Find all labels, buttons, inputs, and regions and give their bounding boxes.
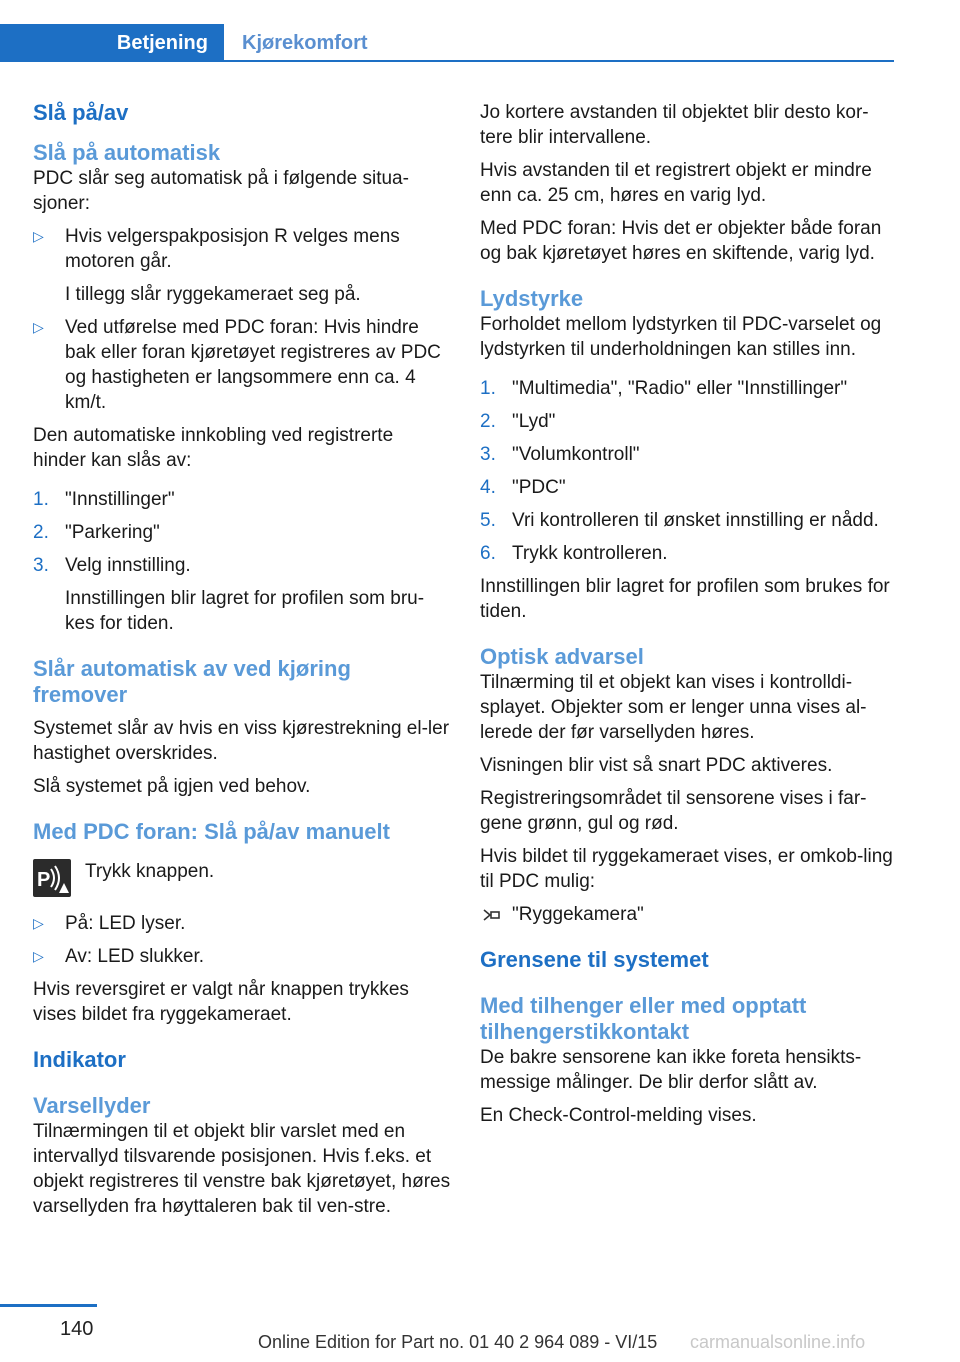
list-item [480,376,898,401]
left-column [33,100,451,1219]
step-number: 2. [33,522,49,543]
paragraph-auto: PDC slår seg automatisk på i følgende situa-sjoner: [33,168,409,214]
pdc-button-icon [33,859,71,897]
list-item [480,409,898,434]
steps-list-volume [480,376,898,566]
heading-slaa-paa-av: Slå på/av [33,100,129,125]
paragraph-lyd: Forholdet mellom lydstyrken til PDC-varselet og lydstyrken til underholdningen kan stilles inn. [480,314,882,360]
list-item-text: Hvis velgerspakposisjon R velges mens motoren går. [65,226,400,272]
heading-tilhenger: Med tilhenger eller med opptatt tilhengerstikkontakt [480,993,807,1044]
svg-text:P: P [37,869,51,891]
step-number: 4. [480,477,496,498]
triangle-bullet-icon: ▷ [33,319,44,335]
camera-label: "Ryggekamera" [512,904,644,925]
step-text: Trykk kontrolleren. [512,543,668,564]
steps-list-deactivate [33,487,451,636]
header-divider [224,60,894,62]
step-text: "PDC" [512,477,566,498]
step-text: "Volumkontroll" [512,444,640,465]
heading-manual: Med PDC foran: Slå på/av manuelt [33,819,390,844]
heading-auto-off: Slår automatisk av ved kjøring fremover [33,656,351,707]
paragraph-opt2: Visningen blir vist så snart PDC aktiveres. [480,755,833,776]
step-number: 3. [33,555,49,576]
watermark: carmanualsonline.info [690,1332,866,1352]
step-text: "Innstillinger" [65,489,175,510]
list-item [33,315,451,415]
paragraph-opt4: Hvis bildet til ryggekameraet vises, er omkob-ling til PDC mulig: [480,846,893,892]
step-number: 3. [480,444,496,465]
tab-betjening[interactable]: Betjening [0,24,224,62]
list-item [480,442,898,467]
step-number: 1. [33,489,49,510]
paragraph-varsel: Tilnærmingen til et objekt blir varslet med en intervallyd tilsvarende posisjonen. Hvis f.eks. et objekt registreres til venstre bak kjøretøyet, høres varsellyden fra høyttaleren bak til ven-stre. [33,1121,451,1217]
press-button-text: Trykk knappen. [85,861,215,882]
heading-indikator: Indikator [33,1047,126,1072]
heading-slaa-paa-automatisk: Slå på automatisk [33,140,221,165]
step-text: "Lyd" [512,411,556,432]
list-item [33,520,451,545]
right-column [480,100,898,1128]
step-number: 6. [480,543,496,564]
step-text: "Multimedia", "Radio" eller "Innstillinger" [512,378,848,399]
paragraph-tilh2: En Check-Control-melding vises. [480,1105,757,1126]
paragraph-tilh1: De bakre sensorene kan ikke foreta hensikts-messige målinger. De blir derfor slått av. [480,1047,862,1093]
paragraph-reverse: Hvis reversgiret er valgt når knappen trykkes vises bildet fra ryggekameraet. [33,979,409,1025]
paragraph-opt3: Registreringsområdet til sensorene vises i far-gene grønn, gul og rød. [480,788,867,834]
step-text: "Parkering" [65,522,160,543]
paragraph-r2: Hvis avstanden til et registrert objekt er mindre enn ca. 25 cm, høres en varig lyd. [480,160,872,206]
list-item-text: Av: LED slukker. [65,946,205,967]
list-item [480,508,898,533]
step-text: Velg innstilling. [65,555,191,576]
paragraph-deactivate: Den automatiske innkobling ved registrerte hinder kan slås av: [33,425,394,471]
paragraph-saved: Innstillingen blir lagret for profilen som brukes for tiden. [480,576,890,622]
list-item [33,911,451,936]
heading-optisk-advarsel: Optisk advarsel [480,644,644,669]
step-text: Vri kontrolleren til ønsket innstilling er nådd. [512,510,879,531]
list-item [33,487,451,512]
paragraph-r1: Jo kortere avstanden til objektet blir desto kor-tere blir intervallene. [480,102,869,148]
footer-edition: Online Edition for Part no. 01 40 2 964 089 - VI/15 [258,1332,658,1352]
list-item [33,224,451,307]
triangle-bullet-icon: ▷ [33,915,44,931]
heading-grensene: Grensene til systemet [480,947,709,972]
rear-camera-icon [480,904,502,926]
paragraph-off1: Systemet slår av hvis en viss kjørestrekning el-ler hastighet overskrides. [33,718,450,764]
list-item-text: Ved utførelse med PDC foran: Hvis hindre bak eller foran kjøretøyet registreres av PDC og hastigheten er langsommere enn ca. 4 km/t. [65,317,441,413]
step-subtext: Innstillingen blir lagret for profilen som bru-kes for tiden. [65,588,425,634]
list-item [480,541,898,566]
list-item-subtext: I tillegg slår ryggekameraet seg på. [65,284,361,305]
heading-varsellyder: Varsellyder [33,1093,151,1118]
list-item-text: På: LED lyser. [65,913,186,934]
press-button-row [33,859,451,897]
page-number: 140 [60,1318,94,1340]
header-bar [0,0,960,62]
list-item [33,553,451,636]
camera-row [480,902,898,927]
bullet-list-auto [33,224,451,415]
triangle-bullet-icon: ▷ [33,948,44,964]
step-number: 2. [480,411,496,432]
footer-divider [0,1304,97,1307]
heading-lydstyrke: Lydstyrke [480,286,584,311]
tab-kjorekomfort[interactable]: Kjørekomfort [242,32,368,54]
triangle-bullet-icon: ▷ [33,228,44,244]
paragraph-opt1: Tilnærming til et objekt kan vises i kontrolldi-splayet. Objekter som er lenger unna vises al-lerede der før varsellyden høres. [480,672,867,743]
paragraph-off2: Slå systemet på igjen ved behov. [33,776,311,797]
list-item [480,475,898,500]
step-number: 5. [480,510,496,531]
paragraph-r3: Med PDC foran: Hvis det er objekter både foran og bak kjøretøyet høres en skiftende, varig lyd. [480,218,882,264]
list-item [33,944,451,969]
step-number: 1. [480,378,496,399]
